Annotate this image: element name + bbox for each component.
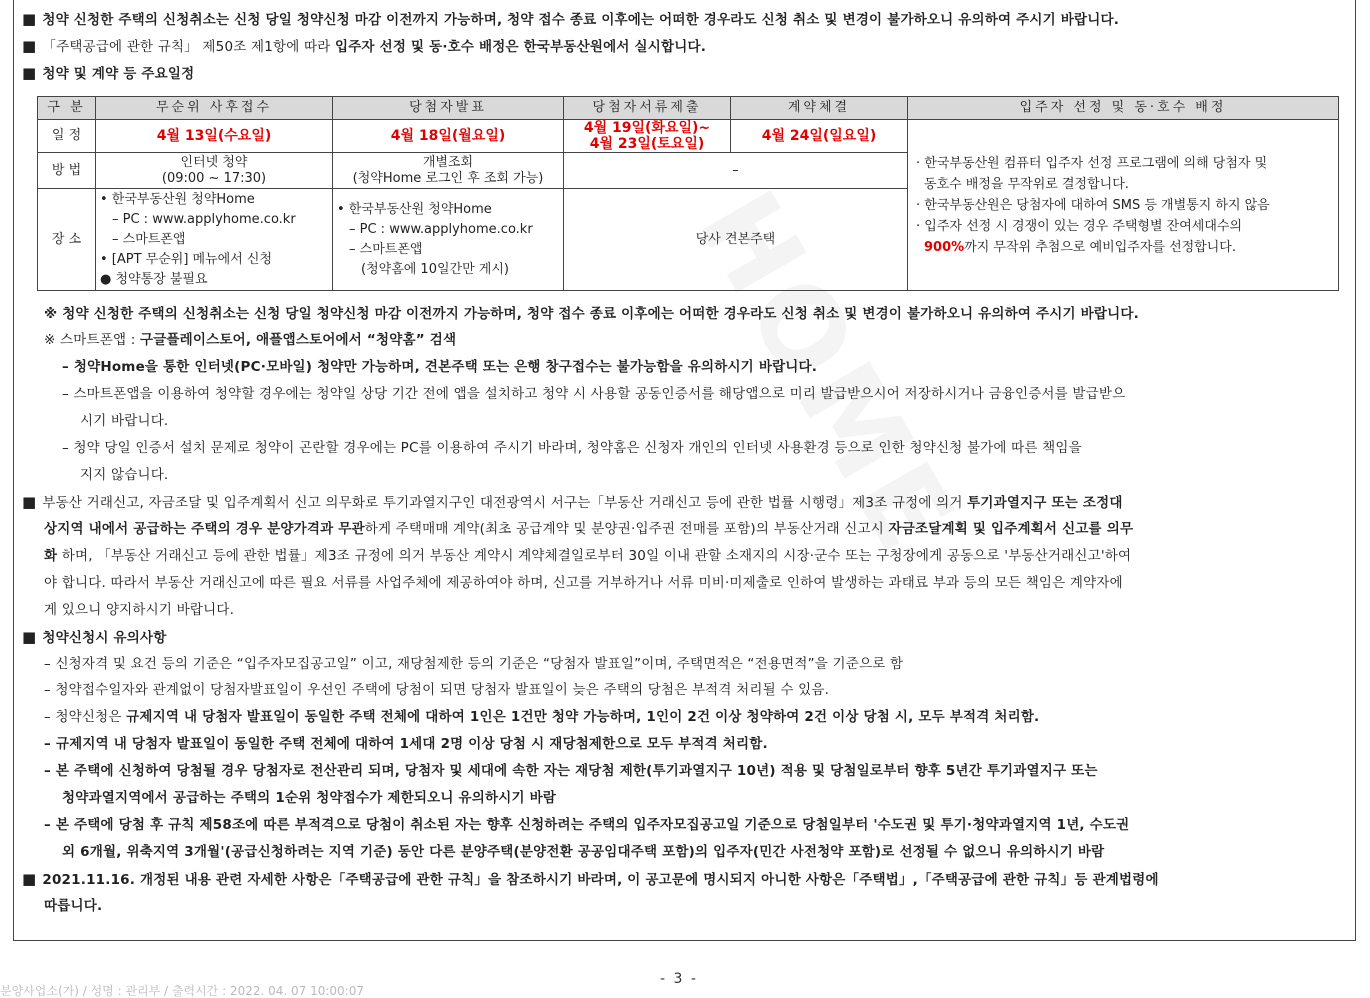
method-unranked: 인터넷 청약 (09:00 ~ 17:30) [96,153,333,189]
caution-disqualified-cont: 외 6개월, 위축지역 3개월'(공급신청하려는 지역 기준) 동안 다른 분양주택(분양전환 공공임대주택 포함)의 입주자(민간 사전청약 포함)로 선정될 수 없으니 유의하시기 바람 [62,844,1105,860]
date-documents: 4월 19일(화요일)~ 4월 23일(토요일) [564,120,731,153]
place-announcement: • 한국부동산원 청약Home – PC : www.applyhome.co.kr – 스마트폰앱 (청약홈에 10일간만 게시) [333,189,564,291]
note-app-install: – 스마트폰앱을 이용하여 청약할 경우에는 청약일 상당 기간 전에 앱을 설치하고 청약 시 사용할 공동인증서를 해당앱으로 미리 발급받으시어 저장하시거나 금융인증서를 발급받으 [62,386,1126,402]
caution-rewin-limit-cont: 청약과열지역에서 공급하는 주택의 1순위 청약접수가 제한되오니 유의하시기 바람 [62,790,557,806]
page-number: - 3 - [660,971,698,987]
table-header-row [38,97,1339,120]
para-report-line5: 게 있으니 양지하시기 바랍니다. [44,602,235,618]
table-row-schedule [38,120,1339,153]
header-unranked: 무순위 사후접수 [96,97,333,120]
header-documents: 당첨자서류제출 [564,97,731,120]
date-contract: 4월 24일(일요일) [731,120,908,153]
print-footer: 분양사업소(가) / 성명 : 관리부 / 출력시간 : 2022. 04. 07 10:00:07 [0,984,364,998]
schedule-table [37,96,1339,291]
selection-notes: · 한국부동산원 컴퓨터 입주자 선정 프로그램에 의해 당첨자 및 동호수 배정을 무작위로 결정합니다. · 한국부동산원은 당첨자에 대하여 SMS 등 개별통지 하지 않음 · 입주자 선정 시 경쟁이 있는 경우 주택형별 잔여세대수의 900%까지 무작위 추첨으로 예비입주자를 선정합니다. [908,120,1339,291]
section-title-schedule: ■ 청약 및 계약 등 주요일정 [22,64,195,82]
caution-disqualified: – 본 주택에 당첨 후 규칙 제58조에 따른 부적격으로 당첨이 취소된 자는 향후 신청하려는 주택의 입주자모집공고일 기준으로 당첨일부터 '수도권 및 투기·청약과열지역 1년, 수도권 [44,817,1130,833]
notice-line-rules: ■ 「주택공급에 관한 규칙」 제50조 제1항에 따라 입주자 선정 및 동·호수 배정은 한국부동산원에서 실시합니다. [22,37,707,55]
para-report-line1: ■ 부동산 거래신고, 자금조달 및 입주계획서 신고 의무화로 투기과열지구인 대전광역시 서구는「부동산 거래신고 등에 관한 법률 시행령」제3조 규정에 의거 투기과열지구 또는 조정대 [22,493,1123,511]
place-unranked: • 한국부동산원 청약Home – PC : www.applyhome.co.kr – 스마트폰앱 • [APT 무순위] 메뉴에서 신청 ● 청약통장 불필요 [96,189,333,291]
caution-criteria: – 신청자격 및 요건 등의 기준은 “입주자모집공고일” 이고, 재당첨제한 등의 기준은 “당첨자 발표일”이며, 주택면적은 “전용면적”을 기준으로 함 [44,656,904,672]
row-label-place: 장 소 [38,189,96,291]
final-note-line2: 따릅니다. [44,898,103,914]
date-announcement: 4월 18일(월요일) [333,120,564,153]
note-smartphone-app: ※ 스마트폰앱 : 구글플레이스토어, 애플앱스토어에서 “청약홈” 검색 [44,332,457,348]
method-documents-contract: – [564,153,908,189]
note-online-only: – 청약Home을 통한 인터넷(PC·모바일) 청약만 가능하며, 견본주택 또는 은행 창구접수는 불가능함을 유의하시기 바랍니다. [62,359,818,375]
header-category: 구 분 [38,97,96,120]
section-title-cautions: ■ 청약신청시 유의사항 [22,628,167,646]
header-selection: 입주자 선정 및 동·호수 배정 [908,97,1339,120]
caution-one-application: – 청약신청은 규제지역 내 당첨자 발표일이 동일한 주택 전체에 대하여 1인은 1건만 청약 가능하며, 1인이 2건 이상 청약하여 2건 이상 당첨 시, 모두 부적격 처리함. [44,709,1040,725]
bullet-square: ■ [22,10,37,28]
row-label-schedule: 일 정 [38,120,96,153]
caution-household: – 규제지역 내 당첨자 발표일이 동일한 주택 전체에 대하여 1세대 2명 이상 당첨 시 재당첨제한으로 모두 부적격 처리함. [44,736,768,752]
row-label-method: 방 법 [38,153,96,189]
place-model-house: 당사 견본주택 [564,189,908,291]
note-app-install-cont: 시기 바랍니다. [80,413,169,429]
para-report-line2: 상지역 내에서 공급하는 주택의 경우 분양가격과 무관하게 주택매매 계약(최초 공급계약 및 분양권·입주권 전매를 포함)의 부동산거래 신고시 자금조달계획 및 입주계획서 신고를 의무 [44,521,1134,537]
note-certificate-cont: 지지 않습니다. [80,467,169,483]
caution-rewin-limit: – 본 주택에 신청하여 당첨될 경우 당첨자로 전산관리 되며, 당첨자 및 세대에 속한 자는 재당첨 제한(투기과열지구 10년) 적용 및 당첨일로부터 향후 5년간 투기과열지구 또는 [44,763,1098,779]
method-announcement: 개별조회 (청약Home 로그인 후 조회 가능) [333,153,564,189]
final-note-line1: ■ 2021.11.16. 개정된 내용 관련 자세한 사항은「주택공급에 관한 규칙」을 참조하시기 바라며, 이 공고문에 명시되지 아니한 사항은「주택법」,「주택공급에 관한 규칙」등 관계법령에 [22,870,1159,888]
header-contract: 계약체결 [731,97,908,120]
para-report-line4: 야 합니다. 따라서 부동산 거래신고에 따른 필요 서류를 사업주체에 제공하여야 하며, 신고를 거부하거나 서류 미비·미제출로 인하여 발생하는 과태료 부과 등의 모든 책임은 계약자에 [44,575,1123,591]
header-announcement: 당첨자발표 [333,97,564,120]
caution-priority: – 청약접수일자와 관계없이 당첨자발표일이 우선인 주택에 당첨이 되면 당첨자 발표일이 늦은 주택의 당첨은 부적격 처리될 수 있음. [44,682,830,698]
para-report-line3: 화 하며, 「부동산 거래신고 등에 관한 법률」제3조 규정에 의거 부동산 계약시 계약체결일로부터 30일 이내 관할 소재지의 시장·군수 또는 구청장에게 공동으로 '부동산거래신고'하여 [44,548,1132,564]
note-certificate: – 청약 당일 인증서 설치 문제로 청약이 곤란할 경우에는 PC를 이용하여 주시기 바라며, 청약홈은 신청자 개인의 인터넷 사용환경 등으로 인한 청약신청 불가에 따른 책임을 [62,440,1082,456]
date-unranked: 4월 13일(수요일) [96,120,333,153]
note-cancel: ※ 청약 신청한 주택의 신청취소는 신청 당일 청약신청 마감 이전까지 가능하며, 청약 접수 종료 이후에는 어떠한 경우라도 신청 취소 및 변경이 불가하오니 유의하여 주시기 바랍니다. [44,306,1139,322]
notice-line-cancel: ■ 청약 신청한 주택의 신청취소는 신청 당일 청약신청 마감 이전까지 가능하며, 청약 접수 종료 이후에는 어떠한 경우라도 신청 취소 및 변경이 불가하오니 유의하여 주시기 바랍니다. [22,10,1120,28]
